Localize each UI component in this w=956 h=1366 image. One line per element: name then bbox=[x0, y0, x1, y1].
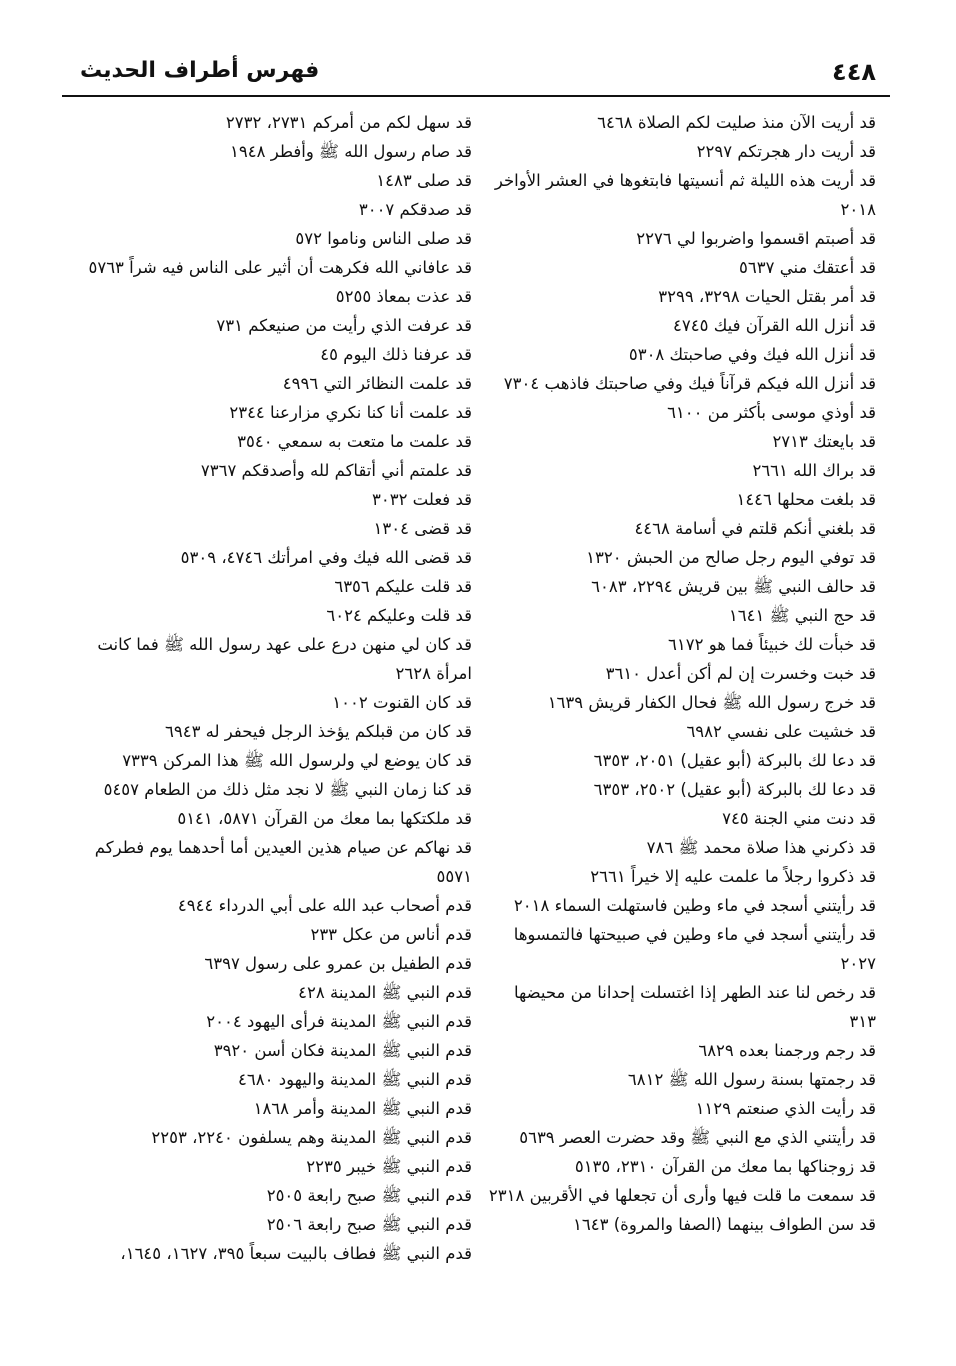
running-title: فهرس أطراف الحديث bbox=[80, 58, 320, 83]
index-entry: قد سمعت ما قلت فيها وأرى أن تجعلها في الأقربين ٢٣١٨ bbox=[488, 1186, 876, 1205]
index-entry: قد صام رسول الله ﷺ وأفطر ١٩٤٨ bbox=[230, 142, 472, 161]
index-entry: قد بلغني أنكم قلتم في أسامة ٤٤٦٨ bbox=[634, 519, 876, 538]
index-entry: قدم النبي ﷺ المدينة واليهود ٤٦٨٠ bbox=[238, 1070, 472, 1089]
index-entry: قد صلى ١٤٨٣ bbox=[376, 171, 472, 190]
left-column bbox=[80, 108, 472, 1268]
index-entry: قد سن الطواف بينهما (الصفا والمروة) ١٦٤٣ bbox=[573, 1215, 876, 1234]
index-entry: قد رخص لنا عند الطهر إذا اغتسلت إحدانا من محيضها ٣١٣ bbox=[513, 983, 876, 1031]
index-entry: قد حالف النبي ﷺ بين قريش ٢٢٩٤، ٦٠٨٣ bbox=[591, 577, 876, 596]
index-entry: قد عذت بمعاذ ٥٢٥٥ bbox=[335, 287, 472, 306]
index-entry: قد صدقكم ٣٠٠٧ bbox=[358, 200, 472, 219]
index-entry: قد حج النبي ﷺ ١٦٤١ bbox=[728, 606, 876, 625]
index-entry: قد علمت النظائر التي ٤٩٩٦ bbox=[282, 374, 472, 393]
index-entry: قد أمر بقتل الحيات ٣٢٩٨، ٣٢٩٩ bbox=[658, 287, 876, 306]
index-entry: قد قلت عليكم ٦٣٥٦ bbox=[334, 577, 472, 596]
index-entry: قد رجم ورجمنا بعده ٦٨٢٩ bbox=[698, 1041, 876, 1060]
index-entry: قدم النبي ﷺ المدينة فرأى اليهود ٢٠٠٤ bbox=[206, 1012, 472, 1031]
index-entry: قد قضى ١٣٠٤ bbox=[373, 519, 472, 538]
index-entry: قد كان يوضع لي ولرسول الله ﷺ هذا المركن ٧٣٣٩ bbox=[122, 751, 472, 770]
index-entry: قد رأيتني أسجد في ماء وطين فاستهلت السماء ٢٠١٨ bbox=[513, 896, 876, 915]
page-header bbox=[62, 52, 894, 92]
index-entry: قد علمت أنا كنا نكري مزارعنا ٢٣٤٤ bbox=[229, 403, 472, 422]
index-entry: قد أعتقك مني ٥٦٣٧ bbox=[739, 258, 876, 277]
index-entry: قد كان القنوت ١٠٠٢ bbox=[332, 693, 472, 712]
index-entry: قد عرفت الذي رأيت من صنيعكم ٧٣١ bbox=[216, 316, 472, 335]
index-entry: قدم أناس من عكل ٢٣٣ bbox=[310, 925, 472, 944]
index-entry: قد كان لي منهن درع على عهد رسول الله ﷺ فما كانت امرأة ٢٦٢٨ bbox=[97, 635, 472, 683]
index-entry: قدم النبي ﷺ صبح رابعة ٢٥٠٦ bbox=[266, 1215, 472, 1234]
index-entry: قد دعا لك بالبركة (أبو عقيل) ٢٥٠٢، ٦٣٥٣ bbox=[593, 780, 876, 799]
index-entry: قد أريت هذه الليلة ثم أنسيتها فابتغوها في العشر الأواخر ٢٠١٨ bbox=[494, 171, 876, 219]
index-entry: قد أريت الآن منذ صليت لكم الصلاة ٦٤٦٨ bbox=[597, 113, 876, 132]
index-entry: قد صلى الناس وناموا ٥٧٢ bbox=[295, 229, 472, 248]
index-entry: قد نهاكم عن صيام هذين العيدين أما أحدهما يوم فطركم ٥٥٧١ bbox=[94, 838, 472, 886]
index-entry: قد خرج رسول الله ﷺ فحال الكفار قريش ١٦٣٩ bbox=[547, 693, 876, 712]
index-entry: قد أنزل الله القرآن فيك ٤٧٤٥ bbox=[673, 316, 876, 335]
index-entry: قدم النبي ﷺ صبح رابعة ٢٥٠٥ bbox=[266, 1186, 472, 1205]
page-number: ٤٤٨ bbox=[832, 58, 876, 86]
index-entry: قد علمت ما متعت به سمعي ٣٥٤٠ bbox=[237, 432, 472, 451]
index-entry: قد ذكروا رجلاً ما علمت عليه إلا خيراً ٢٦٦١ bbox=[590, 867, 876, 886]
index-entry: قد أوذي موسى بأكثر من ٦١٠٠ bbox=[667, 403, 876, 422]
index-entry: قد قضى الله فيك وفي امرأتك ٤٧٤٦، ٥٣٠٩ bbox=[180, 548, 472, 567]
index-entry: قد رأيتني أسجد في ماء وطين في صبيحتها فالتمسوها ٢٠٢٧ bbox=[513, 925, 876, 973]
index-entry: قد خبت وخسرت إن لم أكن أعدل ٣٦١٠ bbox=[605, 664, 876, 683]
index-entry: قد عرفنا ذلك اليوم ٤٥ bbox=[320, 345, 472, 364]
index-entry: قد رجمتها بسنة رسول الله ﷺ ٦٨١٢ bbox=[627, 1070, 876, 1089]
index-entry: قد بلغت محلها ١٤٤٦ bbox=[736, 490, 876, 509]
index-entry: قدم النبي ﷺ المدينة وأمر ١٨٦٨ bbox=[253, 1099, 472, 1118]
index-entry: قد أصبتم اقسموا واضربوا لي ٢٢٧٦ bbox=[636, 229, 876, 248]
index-entry: قد رأيت الذي صنعتم ١١٢٩ bbox=[695, 1099, 876, 1118]
index-entry: قد خشيت على نفسي ٦٩٨٢ bbox=[686, 722, 876, 741]
index-entry: قد علمتم أني أتقاكم لله وأصدقكم ٧٣٦٧ bbox=[200, 461, 472, 480]
index-entry: قد أنزل الله فيكم قرآناً فيك وفي صاحبتك فاذهب ٧٣٠٤ bbox=[503, 374, 876, 393]
index-entry: قد رأيتني الذي مع النبي ﷺ وقد حضرت العصر ٥٦٣٩ bbox=[519, 1128, 876, 1147]
index-entry: قدم النبي ﷺ فطاف بالبيت سبعاً ٣٩٥، ١٦٢٧، ١٦٤٥، bbox=[120, 1244, 472, 1263]
index-entry: قدم النبي ﷺ المدينة وهم يسلفون ٢٢٤٠، ٢٢٥٣ bbox=[151, 1128, 472, 1147]
index-entry: قد سهل لكم من أمركم ٢٧٣١، ٢٧٣٢ bbox=[225, 113, 472, 132]
index-entry: قد كان من قبلكم يؤخذ الرجل فيحفر له ٦٩٤٣ bbox=[164, 722, 472, 741]
right-column bbox=[484, 108, 876, 1239]
index-entry: قدم النبي ﷺ خيبر ٢٢٣٥ bbox=[306, 1157, 472, 1176]
index-entry: قد ذكرني هذا صلاة محمد ﷺ ٧٨٦ bbox=[646, 838, 876, 857]
index-entry: قد دعا لك بالبركة (أبو عقيل) ٢٠٥١، ٦٣٥٣ bbox=[593, 751, 876, 770]
index-entry: قد براك الله ٢٦٦١ bbox=[752, 461, 876, 480]
index-entry: قد قلت وعليكم ٦٠٢٤ bbox=[326, 606, 472, 625]
index-entry: قد فعلت ٣٠٣٢ bbox=[371, 490, 472, 509]
index-entry: قد أريت دار هجرتكم ٢٢٩٧ bbox=[696, 142, 876, 161]
index-entry: قدم الطفيل بن عمرو على رسول ٦٣٩٧ bbox=[204, 954, 472, 973]
index-entry: قدم أصحاب عبد الله على أبي الدرداء ٤٩٤٤ bbox=[177, 896, 472, 915]
index-entry: قد توفي اليوم رجل صالح من الحبش ١٣٢٠ bbox=[586, 548, 876, 567]
index-entry: قد ملكتكها بما معك من القرآن ٥٨٧١، ٥١٤١ bbox=[177, 809, 472, 828]
index-entry: قد كنا زمان النبي ﷺ لا نجد مثل ذلك من الطعام ٥٤٥٧ bbox=[103, 780, 472, 799]
index-entry: قد خبأت لك خبيئاً فما هو ٦١٧٢ bbox=[668, 635, 876, 654]
header-rule bbox=[62, 95, 890, 97]
index-entry: قد دنت مني الجنة ٧٤٥ bbox=[722, 809, 876, 828]
index-entry: قدم النبي ﷺ المدينة فكان أسن ٣٩٢٠ bbox=[213, 1041, 472, 1060]
index-entry: قد أنزل الله فيك وفي صاحبتك ٥٣٠٨ bbox=[628, 345, 876, 364]
index-entry: قد بايعتك ٢٧١٣ bbox=[772, 432, 876, 451]
index-entry: قدم النبي ﷺ المدينة ٤٢٨ bbox=[298, 983, 472, 1002]
index-entry: قد زوجناكها بما معك من القرآن ٢٣١٠، ٥١٣٥ bbox=[574, 1157, 876, 1176]
index-entry: قد عافاني الله فكرهت أن أثير على الناس فيه شراً ٥٧٦٣ bbox=[88, 258, 472, 277]
